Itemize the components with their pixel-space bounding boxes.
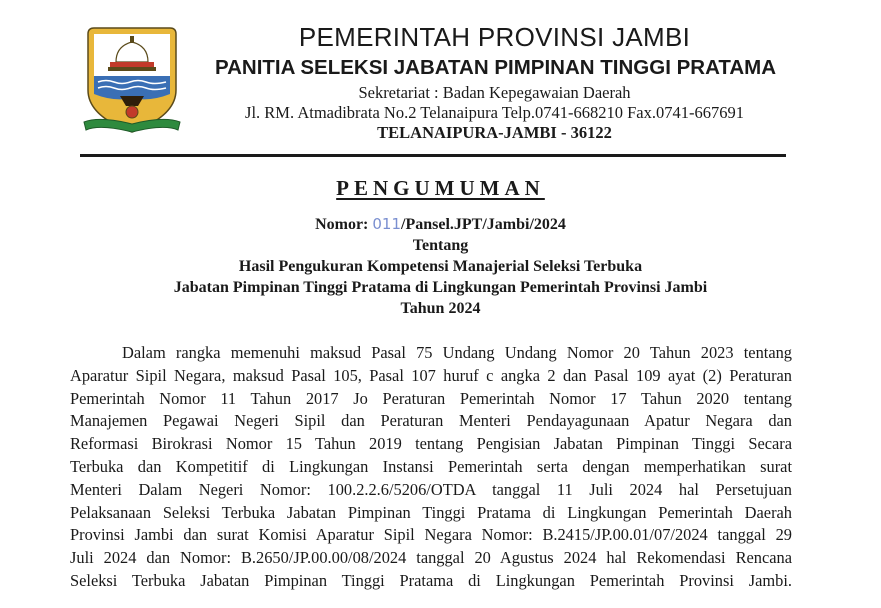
subject-line-3: Tahun 2024 (400, 300, 481, 317)
body-line: Aparatur Sipil Negara, maksud Pasal 105, Pasal 107 huruf c angka 2 dan Pasal 109 ayat (2) Peraturan (70, 365, 792, 385)
body-line: Dalam rangka memenuhi maksud Pasal 75 Undang Undang Nomor 20 Tahun 2023 tentang (122, 343, 792, 362)
handwritten-number: 011 (372, 215, 402, 233)
body-paragraph (70, 342, 792, 593)
government-name: PEMERINTAH PROVINSI JAMBI (298, 22, 691, 52)
body-line: Pelaksanaan Seleksi Terbuka Jabatan Pimpinan Tinggi Pratama di Lingkungan Pemerintah Daerah (70, 502, 792, 522)
body-line: Menteri Dalam Negeri Nomor: 100.2.2.6/5206/OTDA tanggal 11 Juli 2024 hal Persetujuan (70, 479, 792, 499)
committee-name: PANITIA SELEKSI JABATAN PIMPINAN TINGGI PRATAMA (214, 56, 777, 79)
body-line: Manajemen Pegawai Negeri Sipil dan Peraturan Menteri Pendayagunaan Apatur Negara dan (70, 411, 792, 431)
city-line: TELANAIPURA-JAMBI - 36122 (377, 123, 612, 142)
address-line: Jl. RM. Atmadibrata No.2 Telanaipura Telp.0741-668210 Fax.0741-667691 (245, 103, 744, 122)
body-line: Terbuka dan Kompetitif di Lingkungan Instansi Pemerintah serta dengan memperhatikan surat (70, 456, 792, 476)
announcement-title: PENGUMUMAN (336, 176, 545, 200)
body-line: Seleksi Terbuka Jabatan Pimpinan Tinggi Pratama di Lingkungan Pemerintah Provinsi Jambi. (70, 570, 792, 590)
subject-line-2: Jabatan Pimpinan Tinggi Pratama di Lingkungan Pemerintah Provinsi Jambi (173, 279, 708, 296)
subject-line-1: Hasil Pengukuran Kompetensi Manajerial Seleksi Terbuka (238, 258, 643, 275)
body-line: Juli 2024 dan Nomor: B.2650/JP.00.00/08/2024 tanggal 20 Agustus 2024 hal Rekomendasi Rencana (70, 548, 792, 568)
body-line: Provinsi Jambi dan surat Komisi Aparatur Sipil Negara Nomor: B.2415/JP.00.01/07/2024 tanggal 29 (70, 525, 792, 545)
secretariat-line: Sekretariat : Badan Kepegawaian Daerah (358, 83, 631, 102)
letterhead-divider (80, 154, 786, 157)
body-line: Reformasi Birokrasi Nomor 15 Tahun 2019 tentang Pengisian Jabatan Pimpinan Tinggi Secara (70, 434, 792, 454)
body-line: Pemerintah Nomor 11 Tahun 2017 Jo Peraturan Pemerintah Nomor 17 Tahun 2020 tentang (70, 388, 792, 408)
announcement-number: Nomor: 011/Pansel.JPT/Jambi/2024 (315, 215, 566, 233)
about-label: Tentang (412, 237, 469, 254)
